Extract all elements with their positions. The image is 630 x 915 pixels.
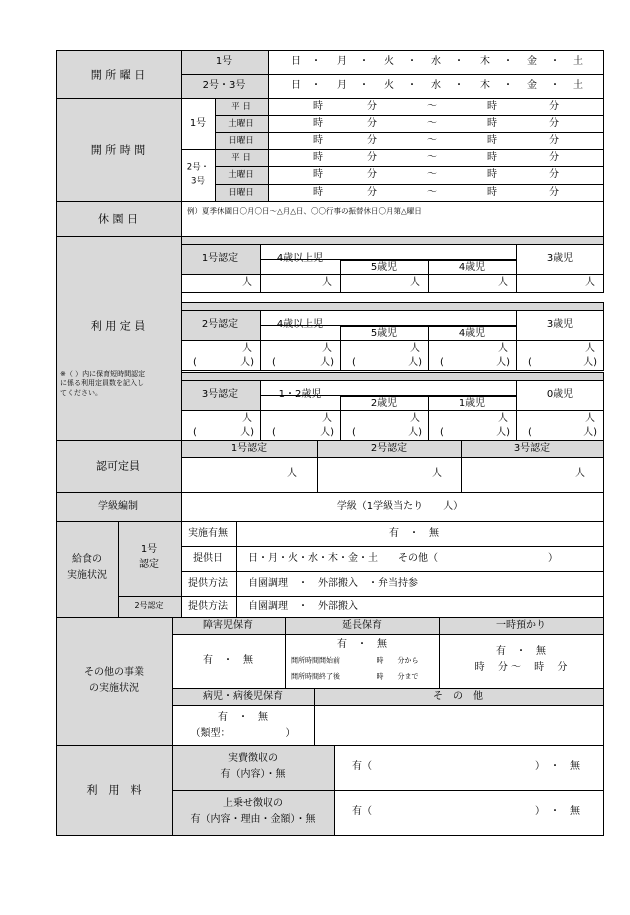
fees-extra-label: 上乗せ徴収の 有（内容・理由・金額）・無 — [190, 798, 316, 825]
extended-hour: 時 — [376, 656, 384, 665]
capacity-age-label: 0歳児 — [546, 389, 574, 400]
weekday-option: ・ — [503, 56, 513, 67]
open-days-label: 開 所 曜 日 — [90, 68, 146, 82]
open-hours-daytype: 平 日 — [231, 101, 251, 112]
meals-row-label: 提供日 — [193, 552, 223, 564]
fees-actual-suffix: ） ・ 無 — [535, 761, 580, 772]
weekday-option: ・ — [550, 80, 560, 91]
extended-head: 延長保育 — [342, 620, 382, 631]
time-unit: ～ — [427, 169, 437, 180]
approved-head: 2号認定 — [370, 443, 408, 454]
capacity-paren-close: 人) — [240, 357, 254, 368]
weekday-option: 水 — [431, 56, 441, 67]
meals-row-label: 提供方法 — [188, 600, 228, 612]
approved-unit: 人 — [432, 468, 442, 479]
capacity-age-label: 4歳児 — [458, 328, 486, 339]
capacity-paren-open: ( — [352, 357, 356, 368]
meals-row-label: 実施有無 — [188, 527, 228, 539]
approved-head: 3号認定 — [513, 443, 551, 454]
sick-type: （類型： ） — [190, 728, 296, 739]
capacity-unit: 人 — [242, 277, 252, 288]
time-unit: 時 — [313, 186, 323, 198]
capacity-unit: 人 — [242, 343, 252, 354]
capacity-age-label: 1歳児 — [458, 398, 486, 409]
meals-group2: 2号認定 — [134, 601, 164, 610]
weekday-option: ・ — [311, 56, 321, 67]
fees-actual-label: 実費徴収の 有（内容）・無 — [220, 753, 286, 780]
open-hours-group2: 2号・ 3号 — [186, 162, 210, 187]
open-hours-daytype: 土曜日 — [228, 118, 254, 129]
fees-label: 利 用 料 — [86, 783, 142, 797]
time-unit: 分 — [549, 186, 559, 198]
weekday-option: 木 — [480, 56, 490, 67]
capacity-group-label: 4歳以上児 — [276, 253, 324, 264]
capacity-paren-open: ( — [193, 427, 197, 438]
time-unit: 時 — [313, 169, 323, 180]
fees-extra-suffix: ） ・ 無 — [535, 806, 580, 817]
capacity-label-cell — [56, 236, 182, 441]
capacity-paren-open: ( — [440, 357, 444, 368]
classes-value: 学級（1学級当たり 人） — [336, 501, 464, 512]
disabled-head: 障害児保育 — [203, 620, 253, 631]
meals-row-value: 有 ・ 無 — [389, 527, 439, 539]
capacity-paren-close: 人) — [583, 427, 597, 438]
time-unit: 時 — [487, 169, 497, 180]
weekday-option: 木 — [480, 80, 490, 91]
weekday-option: 火 — [384, 56, 394, 67]
capacity-age-label: 5歳児 — [370, 262, 398, 273]
open-hours-daytype: 日曜日 — [228, 187, 254, 198]
time-unit: 分 — [367, 117, 377, 129]
capacity-unit: 人 — [322, 413, 332, 424]
weekday-option: ・ — [407, 56, 417, 67]
capacity-unit: 人 — [585, 413, 595, 424]
time-unit: 時 — [313, 100, 323, 112]
time-unit: 分 — [367, 169, 377, 180]
extended-line1-label: 開所時間開始前 — [291, 656, 340, 665]
extended-suffix1: 分から — [397, 656, 419, 665]
approved-value-cell[interactable] — [181, 457, 318, 493]
time-unit: ～ — [427, 151, 437, 163]
weekday-option: ・ — [454, 80, 464, 91]
time-unit: 分 — [549, 169, 559, 180]
weekday-option: ・ — [454, 56, 464, 67]
capacity-unit: 人 — [498, 343, 508, 354]
time-unit: 時 — [487, 134, 497, 146]
meals-group1: 1号 認定 — [139, 544, 159, 570]
weekday-option: 金 — [527, 80, 537, 91]
time-unit: 分 — [549, 151, 559, 163]
extended-line2-label: 開所時間終了後 — [291, 672, 340, 681]
weekday-option: 日 — [291, 56, 301, 67]
time-unit: ～ — [427, 134, 437, 146]
approved-label: 認可定員 — [96, 459, 140, 473]
open-hours-daytype: 土曜日 — [228, 169, 254, 180]
approved-unit: 人 — [287, 468, 297, 479]
capacity-paren-open: ( — [528, 357, 532, 368]
capacity-unit: 人 — [410, 277, 420, 288]
open-hours-label: 開 所 時 間 — [90, 143, 146, 157]
time-unit: 時 — [313, 134, 323, 146]
weekday-option: 月 — [337, 80, 347, 91]
time-unit: 分 — [549, 117, 559, 129]
capacity-paren-open: ( — [272, 357, 276, 368]
classes-label: 学級編制 — [98, 501, 138, 512]
weekday-option: 水 — [431, 80, 441, 91]
capacity-age-label: 5歳児 — [370, 328, 398, 339]
open-hours-group1: 1号 — [189, 118, 207, 129]
time-unit: 分 — [549, 134, 559, 146]
meals-label: 給食の 実施状況 — [67, 554, 107, 581]
capacity-paren-open: ( — [272, 427, 276, 438]
capacity-paren-open: ( — [352, 427, 356, 438]
capacity-paren-open: ( — [440, 427, 444, 438]
weekday-option: ・ — [503, 80, 513, 91]
time-unit: 時 — [313, 151, 323, 163]
disabled-value: 有 ・ 無 — [203, 655, 253, 666]
fees-extra-value: 有（ — [352, 806, 372, 817]
capacity-paren-close: 人) — [583, 357, 597, 368]
extended-value: 有 ・ 無 — [337, 639, 387, 650]
temporary-value: 有 ・ 無 — [496, 646, 546, 657]
capacity-paren-close: 人) — [496, 427, 510, 438]
meals-row-label: 提供方法 — [188, 577, 228, 589]
capacity-label: 利 用 定 員 — [90, 319, 146, 333]
capacity-cert-title: 1号認定 — [201, 253, 239, 264]
capacity-unit: 人 — [585, 343, 595, 354]
time-unit: 時 — [487, 186, 497, 198]
time-unit: 時 — [487, 151, 497, 163]
meals-row-value: 日・月・火・水・木・金・土 その他（ ） — [248, 552, 558, 564]
time-unit: 分 — [549, 100, 559, 112]
capacity-paren-close: 人) — [320, 357, 334, 368]
weekday-option: 金 — [527, 56, 537, 67]
time-unit: ～ — [427, 100, 437, 112]
meals-row-value: 自園調理 ・ 外部搬入 — [248, 600, 358, 612]
others-head: そ の 他 — [433, 691, 483, 702]
capacity-group-label: 1・2歳児 — [278, 389, 322, 400]
meals-row-value: 自園調理 ・ 外部搬入 ・弁当持参 — [248, 577, 418, 589]
extended-hour: 時 — [376, 672, 384, 681]
time-unit: 時 — [487, 100, 497, 112]
closed-days-example: 例）夏季休園日〇月〇日～△月△日、〇〇行事の振替休日〇月第△曜日 — [187, 206, 422, 216]
other-label: その他の事業 の実施状況 — [84, 667, 144, 694]
capacity-age-label: 3歳児 — [546, 253, 574, 264]
approved-head: 1号認定 — [230, 443, 268, 454]
fees-actual-value: 有（ — [352, 761, 372, 772]
capacity-age-label: 2歳児 — [370, 398, 398, 409]
capacity-cert-title: 2号認定 — [201, 319, 239, 330]
capacity-paren-close: 人) — [408, 357, 422, 368]
open-days-type: 1号 — [215, 56, 233, 67]
capacity-unit: 人 — [498, 413, 508, 424]
closed-days-label: 休 園 日 — [98, 212, 138, 226]
weekday-option: 土 — [573, 80, 583, 91]
weekday-option: 日 — [291, 80, 301, 91]
weekday-option: ・ — [550, 56, 560, 67]
capacity-unit: 人 — [322, 277, 332, 288]
capacity-paren-open: ( — [528, 427, 532, 438]
others-value-cell[interactable] — [314, 705, 604, 746]
sick-head: 病児・病後児保育 — [203, 691, 283, 702]
capacity-paren-open: ( — [193, 357, 197, 368]
capacity-paren-close: 人) — [496, 357, 510, 368]
sick-value: 有 ・ 無 — [218, 712, 268, 723]
capacity-unit: 人 — [498, 277, 508, 288]
capacity-unit: 人 — [585, 277, 595, 288]
time-unit: 時 — [313, 117, 323, 129]
capacity-paren-close: 人) — [408, 427, 422, 438]
time-unit: 分 — [367, 100, 377, 112]
weekday-option: 月 — [337, 56, 347, 67]
time-unit: 分 — [367, 151, 377, 163]
time-unit: 時 — [487, 117, 497, 129]
temporary-head: 一時預かり — [496, 620, 546, 631]
time-unit: ～ — [427, 186, 437, 198]
capacity-unit: 人 — [410, 413, 420, 424]
time-unit: 分 — [367, 134, 377, 146]
capacity-group-label: 4歳以上児 — [276, 319, 324, 330]
weekday-option: 土 — [573, 56, 583, 67]
capacity-unit: 人 — [410, 343, 420, 354]
capacity-paren-close: 人) — [320, 427, 334, 438]
capacity-unit: 人 — [242, 413, 252, 424]
time-unit: 分 — [367, 186, 377, 198]
weekday-option: 火 — [384, 80, 394, 91]
weekday-option: ・ — [407, 80, 417, 91]
capacity-age-label: 3歳児 — [546, 319, 574, 330]
temporary-time: 時 分 ～ 時 分 — [474, 662, 568, 673]
capacity-unit: 人 — [322, 343, 332, 354]
capacity-paren-close: 人) — [240, 427, 254, 438]
capacity-age-label: 4歳児 — [458, 262, 486, 273]
extended-suffix2: 分まで — [397, 672, 419, 681]
open-hours-daytype: 平 日 — [231, 152, 251, 163]
capacity-note: ※（ ）内に保育短時間認定 に係る利用定員数を記入し てください。 — [60, 370, 146, 397]
time-unit: ～ — [427, 117, 437, 129]
weekday-option: ・ — [359, 80, 369, 91]
weekday-option: ・ — [359, 56, 369, 67]
approved-unit: 人 — [575, 468, 585, 479]
open-hours-daytype: 日曜日 — [228, 135, 254, 146]
capacity-cert-title: 3号認定 — [201, 389, 239, 400]
weekday-option: ・ — [311, 80, 321, 91]
open-days-type: 2号・3号 — [202, 80, 246, 91]
